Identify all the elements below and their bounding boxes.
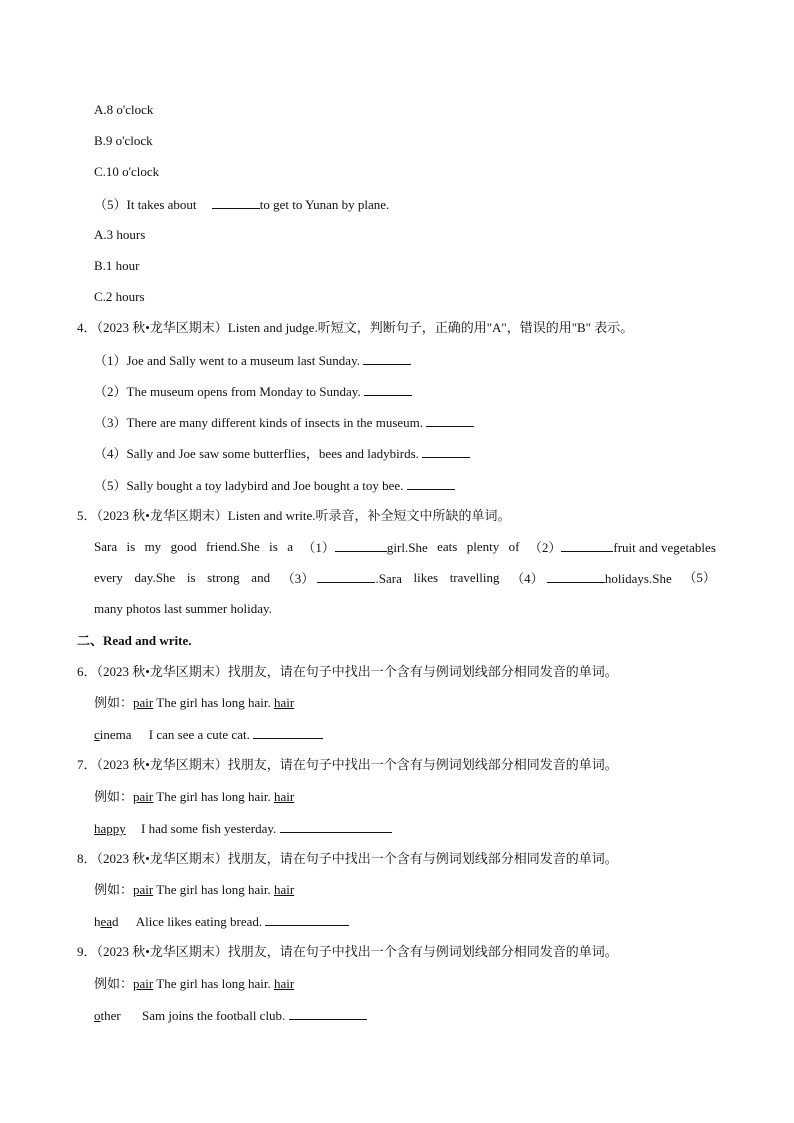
q5-heading: 5．（2023 秋•龙华区期末）Listen and write.听录音，补全短文中所缺的单词。 (77, 508, 511, 523)
q3-5-option-a: A.3 hours (94, 227, 146, 242)
q6-example: 例如：pair The girl has long hair. hair (94, 695, 295, 710)
q9-example: 例如：pair The girl has long hair. hair (94, 976, 295, 991)
q6-answer-blank[interactable] (253, 726, 323, 739)
q5-blank-2[interactable] (561, 539, 613, 552)
q4-item-1: （1）Joe and Sally went to a museum last Sunday. (94, 352, 411, 369)
q5-passage-line-1: Sara is my good friend.She is a （1） girl.She eats plenty of （2） fruit and vegetables (94, 539, 716, 555)
q5-blank-1[interactable] (335, 539, 387, 552)
q4-blank-2[interactable] (364, 383, 412, 396)
q9-heading: 9．（2023 秋•龙华区期末）找朋友，请在句子中找出一个含有与例词划线部分相同发音的单词。 (77, 944, 618, 959)
q7-task: happy I had some fish yesterday. (94, 820, 392, 837)
q9-task: other Sam joins the football club. (94, 1007, 367, 1024)
q4-item-5: （5）Sally bought a toy ladybird and Joe bought a toy bee. (94, 477, 455, 494)
q9-answer-blank[interactable] (289, 1007, 367, 1020)
q4-blank-4[interactable] (422, 445, 470, 458)
q5-passage-line-2: every day.She is strong and （3） .Sara likes travelling （4） holidays.She （5） (94, 570, 716, 586)
q4-blank-3[interactable] (426, 414, 474, 427)
q6-task: cinema I can see a cute cat. (94, 726, 323, 743)
q7-answer-blank[interactable] (280, 820, 392, 833)
q4-heading: 4．（2023 秋•龙华区期末）Listen and judge.听短文，判断句子，正确的用"A"，错误的用"B" 表示。 (77, 320, 634, 335)
q8-answer-blank[interactable] (265, 913, 349, 926)
q4-blank-5[interactable] (407, 477, 455, 490)
q5-blank-3[interactable] (317, 570, 375, 583)
q3-5-text-pre: （5）It takes about (94, 197, 197, 212)
q3-5-question (94, 196, 389, 213)
q7-heading: 7．（2023 秋•龙华区期末）找朋友，请在句子中找出一个含有与例词划线部分相同发音的单词。 (77, 757, 618, 772)
q8-heading: 8．（2023 秋•龙华区期末）找朋友，请在句子中找出一个含有与例词划线部分相同发音的单词。 (77, 851, 618, 866)
q3-5-option-c: C.2 hours (94, 289, 145, 304)
q8-task: head Alice likes eating bread. (94, 913, 349, 930)
q3-4-option-b: B.9 o'clock (94, 133, 153, 148)
q7-example: 例如：pair The girl has long hair. hair (94, 789, 295, 804)
q5-passage-line-3: many photos last summer holiday. (94, 601, 272, 616)
q4-blank-1[interactable] (363, 352, 411, 365)
q6-heading: 6．（2023 秋•龙华区期末）找朋友，请在句子中找出一个含有与例词划线部分相同发音的单词。 (77, 664, 618, 679)
q3-5-option-b: B.1 hour (94, 258, 140, 273)
q3-5-blank[interactable] (212, 196, 260, 209)
q3-4-option-a: A.8 o'clock (94, 102, 154, 117)
q3-4-option-c: C.10 o'clock (94, 164, 160, 179)
q5-blank-4[interactable] (547, 570, 605, 583)
q8-example: 例如：pair The girl has long hair. hair (94, 882, 295, 897)
q4-item-4: （4）Sally and Joe saw some butterflies，bees and ladybirds. (94, 445, 470, 462)
q4-item-2: （2）The museum opens from Monday to Sunday. (94, 383, 412, 400)
section-2-heading: 二、Read and write. (77, 633, 192, 648)
q4-item-3: （3）There are many different kinds of insects in the museum. (94, 414, 474, 431)
q3-5-text-post: to get to Yunan by plane. (259, 197, 390, 212)
